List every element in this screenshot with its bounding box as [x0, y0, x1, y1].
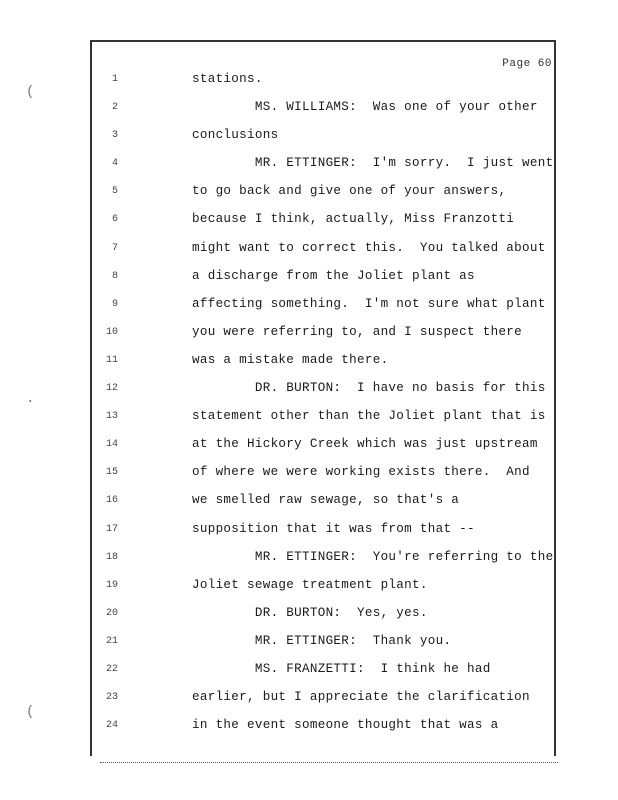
- line-text: earlier, but I appreciate the clarification: [192, 690, 530, 705]
- transcript-line: [0, 323, 618, 351]
- line-number: 21: [105, 635, 118, 647]
- line-number: 10: [105, 326, 118, 338]
- line-text: DR. BURTON: Yes, yes.: [192, 605, 428, 620]
- line-number: 20: [105, 607, 118, 619]
- line-text: affecting something. I'm not sure what plant: [192, 296, 546, 311]
- line-text: Joliet sewage treatment plant.: [192, 577, 428, 592]
- line-text: we smelled raw sewage, so that's a: [192, 493, 460, 508]
- line-text: DR. BURTON: I have no basis for this: [192, 381, 546, 396]
- line-number: 19: [105, 579, 118, 591]
- line-text: you were referring to, and I suspect there: [192, 324, 523, 339]
- line-text: MR. ETTINGER: Thank you.: [192, 633, 452, 648]
- margin-mark: (: [26, 84, 35, 100]
- line-number: 23: [105, 692, 118, 704]
- line-number: 7: [111, 242, 118, 254]
- transcript-line: [0, 351, 618, 379]
- line-text: MR. ETTINGER: You're referring to the: [192, 549, 554, 564]
- line-number: 17: [105, 523, 118, 535]
- transcript-line: [0, 126, 618, 154]
- transcript-line: [0, 576, 618, 604]
- line-number: 24: [105, 720, 118, 732]
- transcript-line: [0, 660, 618, 688]
- line-number: 16: [105, 495, 118, 507]
- transcript-line: [0, 632, 618, 660]
- transcript-line: [0, 210, 618, 238]
- line-text: might want to correct this. You talked about: [192, 240, 546, 255]
- line-text: stations.: [192, 72, 263, 86]
- transcript-line: [0, 463, 618, 491]
- line-text: MS. WILLIAMS: Was one of your other: [192, 100, 538, 115]
- transcript-line: [0, 716, 618, 744]
- line-number: 11: [105, 354, 118, 366]
- transcript-line: [0, 267, 618, 295]
- margin-mark: ·: [26, 394, 35, 410]
- transcript-line: [0, 182, 618, 210]
- line-number: 5: [111, 186, 118, 198]
- transcript-line: [0, 295, 618, 323]
- line-number: 6: [111, 214, 118, 226]
- transcript-line: [0, 548, 618, 576]
- line-number: 12: [105, 383, 118, 395]
- line-number: 15: [105, 467, 118, 479]
- transcript-line: [0, 239, 618, 267]
- line-text: in the event someone thought that was a: [192, 718, 499, 733]
- transcript-line: [0, 688, 618, 716]
- line-number: 14: [105, 439, 118, 451]
- line-number: 9: [111, 298, 118, 310]
- line-number: 4: [111, 158, 118, 170]
- line-text: MS. FRANZETTI: I think he had: [192, 661, 491, 676]
- line-number: 18: [105, 551, 118, 563]
- line-number: 1: [111, 74, 118, 85]
- transcript-line: [0, 98, 618, 126]
- line-number: 3: [111, 130, 118, 142]
- line-text: statement other than the Joliet plant that is: [192, 409, 546, 424]
- line-number: 8: [111, 270, 118, 282]
- transcript-line: [0, 520, 618, 548]
- transcript-line: [0, 491, 618, 519]
- line-number: 22: [105, 663, 118, 675]
- transcript-line: [0, 435, 618, 463]
- margin-mark: (: [26, 704, 35, 720]
- line-text: because I think, actually, Miss Franzotti: [192, 212, 515, 227]
- line-number: 13: [105, 411, 118, 423]
- line-text: a discharge from the Joliet plant as: [192, 268, 475, 283]
- bottom-rule: [100, 762, 558, 763]
- line-text: of where we were working exists there. And: [192, 465, 530, 480]
- transcript-line: [0, 154, 618, 182]
- transcript-lines: [0, 70, 618, 744]
- page-number: Page 60: [502, 58, 552, 70]
- transcript-line: [0, 379, 618, 407]
- line-text: at the Hickory Creek which was just upstream: [192, 437, 538, 452]
- transcript-line: [0, 407, 618, 435]
- line-number: 2: [111, 102, 118, 114]
- transcript-line: [0, 604, 618, 632]
- line-text: conclusions: [192, 128, 279, 143]
- line-text: was a mistake made there.: [192, 352, 389, 367]
- line-text: to go back and give one of your answers,: [192, 184, 507, 199]
- transcript-line: [0, 70, 618, 98]
- line-text: MR. ETTINGER: I'm sorry. I just went: [192, 156, 554, 171]
- line-text: supposition that it was from that --: [192, 521, 475, 536]
